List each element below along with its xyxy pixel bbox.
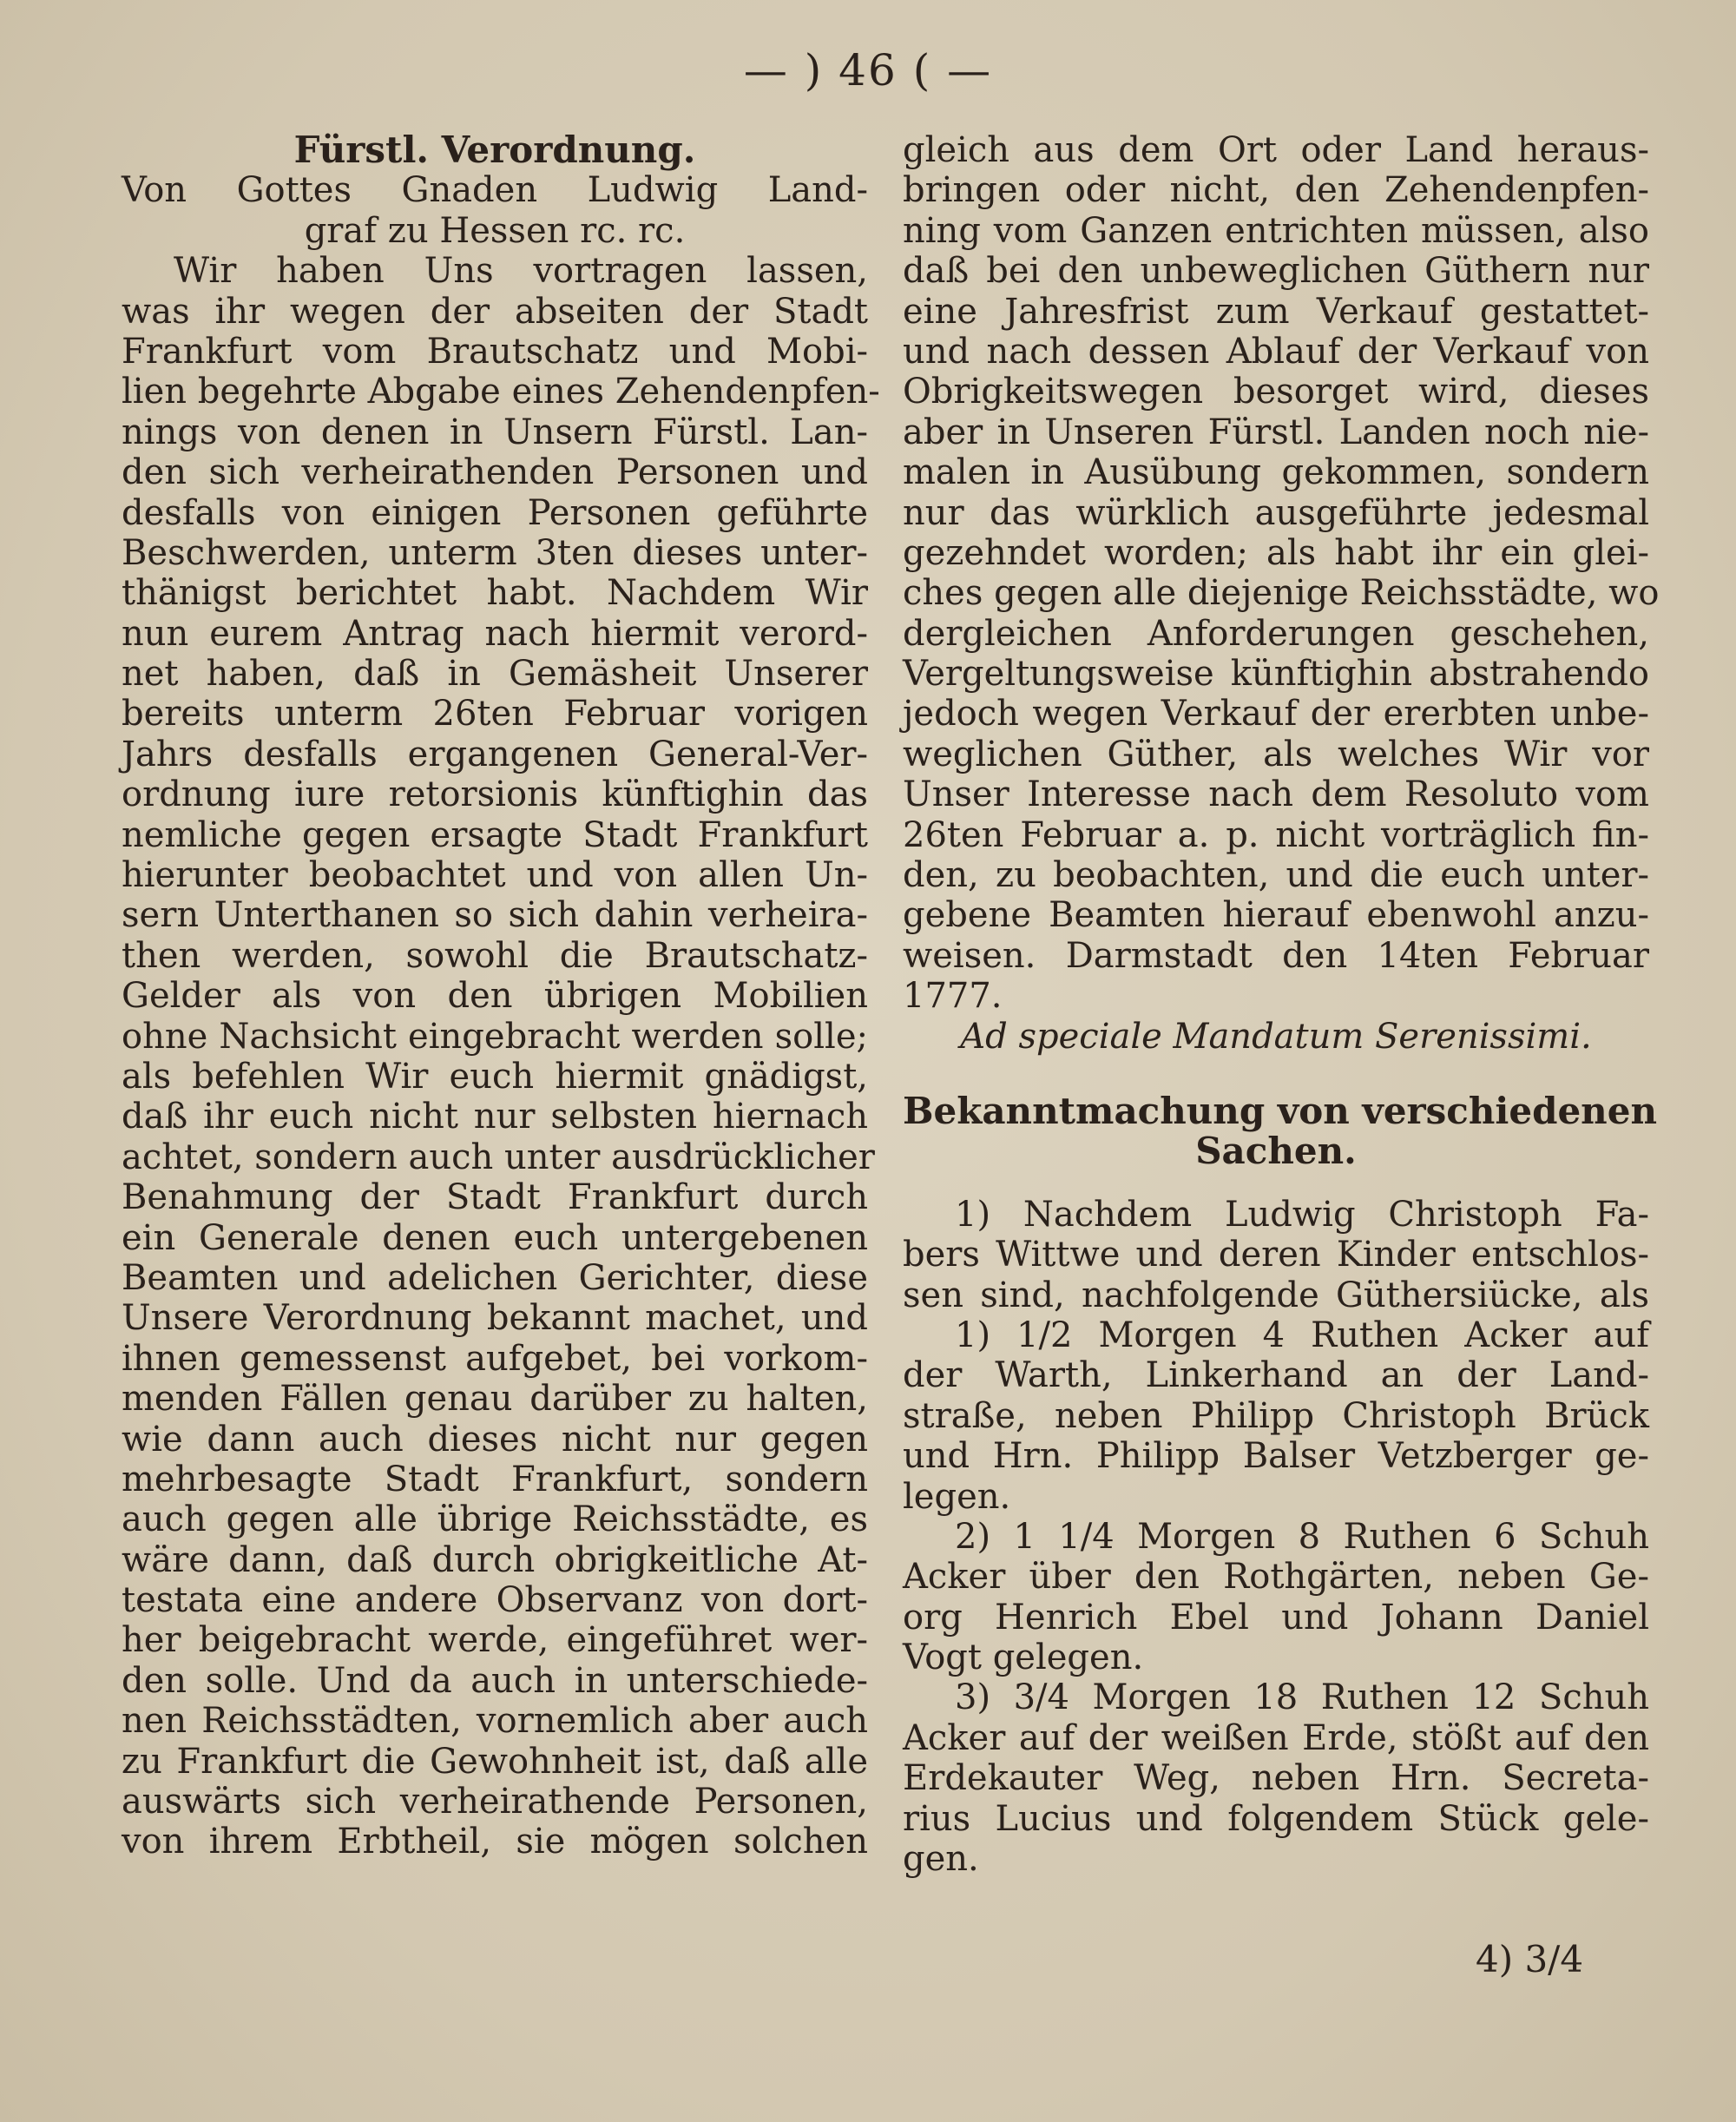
text-line: dergleichen Anforderungen geschehen, [903, 613, 1649, 654]
text-line: ning vom Ganzen entrichten müssen, also [903, 210, 1649, 251]
date-line: 1777. [903, 976, 1003, 1017]
text-line: als befehlen Wir euch hiermit gnädigst, [122, 1056, 868, 1097]
text-line: zu Frankfurt die Gewohnheit ist, daß alle [122, 1741, 868, 1782]
text-line: auch gegen alle übrige Reichsstädte, es [122, 1499, 868, 1540]
text-line: Erdekauter Weg, neben Hrn. Secreta- [903, 1758, 1649, 1799]
page-number: — ) 46 ( — [743, 45, 993, 96]
text-line: ches gegen alle diejenige Reichsstädte, wo [903, 573, 1660, 614]
text-line: legen. [903, 1476, 1011, 1517]
text-line: Obrigkeitswegen besorget wird, dieses [903, 372, 1649, 412]
text-line: Frankfurt vom Brautschatz und Mobi- [122, 331, 868, 372]
text-line: testata eine andere Observanz von dort- [122, 1580, 868, 1621]
ordinance-heading: Fürstl. Verordnung. [293, 129, 696, 171]
text-line: menden Fällen genau darüber zu halten, [122, 1379, 868, 1420]
mandate-line: Ad speciale Mandatum Serenissimi. [960, 1016, 1592, 1057]
text-line: Gelder als von den übrigen Mobilien [122, 976, 868, 1017]
text-line: sern Unterthanen so sich dahin verheira- [122, 895, 868, 936]
text-line: ordnung iure retorsionis künftighin das [122, 774, 868, 815]
list-item-2: 2) 1 1/4 Morgen 8 Ruthen 6 Schuh [955, 1516, 1649, 1557]
text-line: aber in Unseren Fürstl. Landen noch nie- [903, 412, 1649, 452]
text-line: bringen oder nicht, den Zehendenpfen- [903, 170, 1649, 211]
text-line: gen. [903, 1839, 979, 1880]
text-line: malen in Ausübung gekommen, sondern [903, 452, 1649, 493]
text-line: von ihrem Erbtheil, sie mögen solchen [122, 1822, 868, 1862]
text-line: Beamten und adelichen Gerichter, diese [122, 1257, 868, 1298]
text-line: sen sind, nachfolgende Güthersiücke, als [903, 1275, 1649, 1315]
text-line: daß bei den unbeweglichen Güthern nur [903, 251, 1649, 292]
text-line: den solle. Und da auch in unterschiede- [122, 1660, 868, 1701]
text-line: thänigst berichtet habt. Nachdem Wir [122, 573, 868, 614]
text-line: und nach dessen Ablauf der Verkauf von [903, 331, 1649, 372]
text-line: wäre dann, daß durch obrigkeitliche At- [122, 1539, 868, 1580]
text-line: graf zu Hessen rc. rc. [304, 210, 686, 251]
text-line: gezehndet worden; als habt ihr ein glei- [903, 532, 1649, 573]
text-line: then werden, sowohl die Brautschatz- [122, 935, 868, 976]
text-line: nings von denen in Unsern Fürstl. Lan- [122, 412, 868, 452]
text-line: ihnen gemessenst aufgebet, bei vorkom- [122, 1338, 868, 1379]
text-line: bers Wittwe und deren Kinder entschlos- [903, 1235, 1649, 1275]
text-line: Acker auf der weißen Erde, stößt auf den [903, 1717, 1649, 1758]
text-line: gebene Beamten hierauf ebenwohl anzu- [903, 895, 1649, 936]
left-column [122, 129, 880, 1862]
text-line: bereits unterm 26ten Februar vorigen [122, 694, 868, 735]
right-column [903, 130, 1660, 1880]
section-heading-continued: Sachen. [1195, 1130, 1357, 1173]
text-line: 26ten Februar a. p. nicht vorträglich fin- [903, 814, 1649, 855]
text-line: her beigebracht werde, eingeführet wer- [122, 1620, 868, 1661]
text-line: daß ihr euch nicht nur selbsten hiernach [122, 1097, 868, 1137]
text-line: und Hrn. Philipp Balser Vetzberger ge- [903, 1436, 1649, 1477]
text-line: Vergeltungsweise künftighin abstrahendo [903, 654, 1649, 695]
text-line: lien begehrte Abgabe eines Zehendenpfen- [122, 372, 880, 412]
text-line: ohne Nachsicht eingebracht werden solle; [122, 1016, 868, 1057]
text-line: straße, neben Philipp Christoph Brück [903, 1395, 1649, 1436]
text-line: Unsere Verordnung bekannt machet, und [122, 1298, 868, 1339]
text-line: desfalls von einigen Personen geführte [122, 492, 868, 533]
text-line: org Henrich Ebel und Johann Daniel [903, 1597, 1649, 1638]
text-line: weisen. Darmstadt den 14ten Februar [903, 935, 1649, 976]
text-line: achtet, sondern auch unter ausdrücklicher [122, 1137, 875, 1177]
text-line: weglichen Güther, als welches Wir vor [903, 734, 1649, 774]
text-line: den, zu beobachten, und die euch unter- [903, 855, 1649, 896]
text-line: den sich verheirathenden Personen und [122, 452, 868, 493]
text-line: Unser Interesse nach dem Resoluto vom [903, 774, 1649, 815]
section-heading: Bekanntmachung von verschiedenen [903, 1089, 1657, 1132]
list-item-3: 3) 3/4 Morgen 18 Ruthen 12 Schuh [955, 1677, 1649, 1718]
text-line: Wir haben Uns vortragen lassen, [174, 251, 868, 292]
text-line: eine Jahresfrist zum Verkauf gestattet- [903, 291, 1649, 332]
text-line: 1) Nachdem Ludwig Christoph Fa- [955, 1194, 1649, 1235]
catchword: 4) 3/4 [1476, 1938, 1584, 1980]
text-line: nemliche gegen ersagte Stadt Frankfurt [122, 814, 868, 855]
text-line: net haben, daß in Gemäsheit Unserer [122, 654, 868, 695]
text-line: nen Reichsstädten, vornemlich aber auch [122, 1701, 868, 1742]
text-line: Beschwerden, unterm 3ten dieses unter- [122, 532, 868, 573]
text-line: Benahmung der Stadt Frankfurt durch [122, 1177, 868, 1218]
text-line: hierunter beobachtet und von allen Un- [122, 855, 868, 896]
text-line: jedoch wegen Verkauf der ererbten unbe- [903, 694, 1649, 735]
list-item-1: 1) 1/2 Morgen 4 Ruthen Acker auf [955, 1315, 1649, 1355]
text-line: mehrbesagte Stadt Frankfurt, sondern [122, 1459, 868, 1499]
text-line: der Warth, Linkerhand an der Land- [903, 1355, 1649, 1396]
text-line: wie dann auch dieses nicht nur gegen [122, 1419, 868, 1460]
text-line: Jahrs desfalls ergangenen General-Ver- [122, 734, 868, 774]
text-line: Acker über den Rothgärten, neben Ge- [903, 1557, 1649, 1598]
text-line: auswärts sich verheirathende Personen, [122, 1782, 868, 1822]
text-line: rius Lucius und folgendem Stück gele- [903, 1798, 1649, 1839]
text-line: Von Gottes Gnaden Ludwig Land- [122, 170, 868, 211]
text-line: nur das würklich ausgeführte jedesmal [903, 492, 1649, 533]
text-line: gleich aus dem Ort oder Land heraus- [903, 130, 1649, 170]
text-line: nun eurem Antrag nach hiermit verord- [122, 613, 868, 654]
text-line: Vogt gelegen. [903, 1638, 1144, 1678]
text-line: was ihr wegen der abseiten der Stadt [122, 291, 868, 332]
text-line: ein Generale denen euch untergebenen [122, 1217, 868, 1258]
